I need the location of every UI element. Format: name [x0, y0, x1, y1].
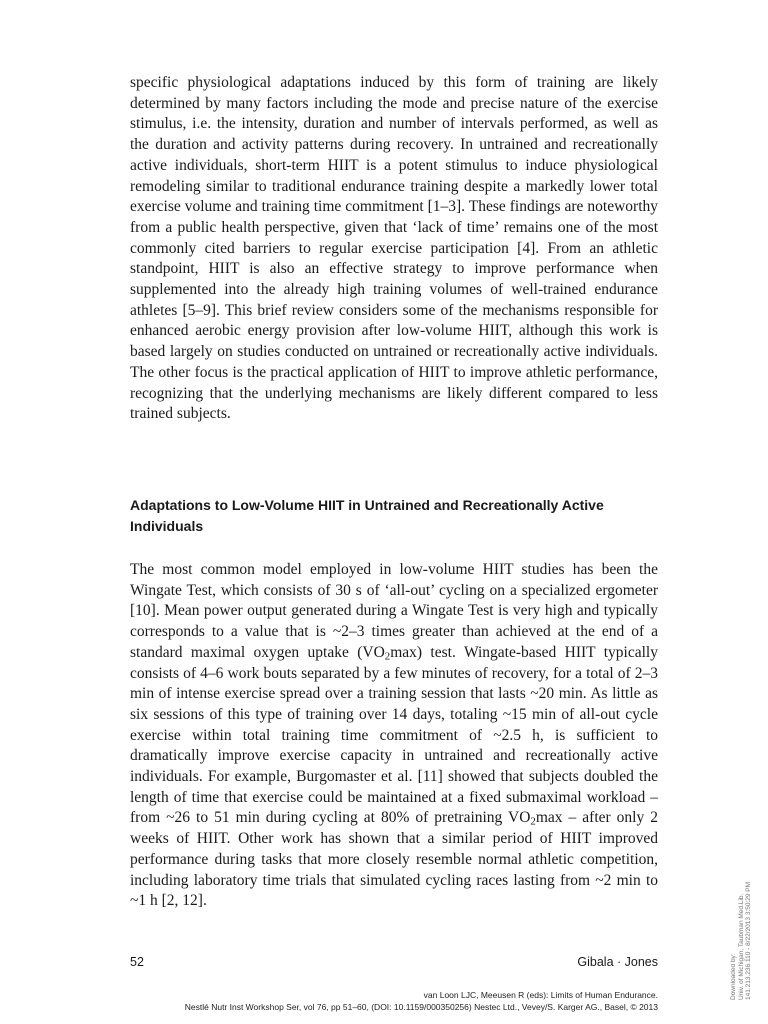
citation-line-2: Nestlé Nutr Inst Workshop Ser, vol 76, pp 51–60, (DOI: 10.1159/000350256) Nestec Ltd., Vevey/S. Karger AG., Basel, © 2013 [184, 1001, 658, 1012]
body-paragraph-2 [130, 560, 658, 912]
citation-line-1: van Loon LJC, Meeusen R (eds): Limits of Human Endurance. [423, 990, 658, 1000]
running-authors: Gibala · Jones [577, 955, 658, 969]
subscript-2: 2 [384, 650, 391, 663]
paragraph-2-text-2: max) test. Wingate-based HIIT typically consists of 4–6 work bouts separated by a few minutes of recovery, for a total of 2–3 min of intense exercise spread over a training session that lasts ~20 min. As little as six sessions of this type of training over 14 days, totaling ~15 min of all-out cycle exercise within total training time commitment of ~2.5 h, is sufficient to dramatically improve exercise capacity in untrained and recreationally active individuals. For example, Burgomaster et al. [11] showed that subjects doubled the length of time that exercise could be maintained at a fixed submaximal workload – from ~26 to 51 min during cycling at 80% of pretraining VO [130, 643, 658, 827]
body-paragraph-1: specific physiological adaptations induced by this form of training are likely determined by many factors including the mode and precise nature of the exercise stimulus, i.e. the intensity, duration and number of intervals performed, as well as the duration and activity patterns during recovery. In untrained and recreationally active individuals, short-term HIIT is a potent stimulus to induce physiological remodeling similar to traditional endurance training despite a markedly lower total exercise volume and training time commitment [1–3]. These findings are noteworthy from a public health perspective, given that ‘lack of time’ remains one of the most commonly cited barriers to regular exercise participation [4]. From an athletic standpoint, HIIT is also an effective strategy to improve performance when supplemented into the already high training volumes of well-trained endurance athletes [5–9]. This brief review considers some of the mechanisms responsible for enhanced aerobic energy provision after low-volume HIIT, although this work is based largely on studies conducted on untrained or recreationally active individuals. The other focus is the practical application of HIIT to improve athletic performance, recognizing that the underlying mechanisms are likely different compared to less trained subjects. [130, 74, 658, 423]
paragraph-2-text-1: The most common model employed in low-volume HIIT studies has been the Wingate Test, which consists of 30 s of ‘all-out’ cycling on a specialized ergometer [10]. Mean power output generated during a Wingate Test is very high and typically corresponds to a value that is ~2–3 times greater than achieved at the end of a standard maximal oxygen uptake (VO [130, 561, 658, 661]
paragraph-2-text-3: max – after only 2 weeks of HIIT. Other work has shown that a similar period of HIIT improved performance during tasks that more closely resemble normal athletic competition, including laboratory time trials that simulated cycling races lasting from ~2 min to ~1 h [2, 12]. [130, 809, 658, 910]
download-watermark [730, 882, 753, 1000]
subscript-2: 2 [530, 816, 536, 829]
citation-block [185, 990, 658, 1013]
page-footer [130, 955, 658, 969]
section-heading: Adaptations to Low-Volume HIIT in Untrained and Recreationally Active Individuals [130, 497, 604, 534]
download-note-line-3: 141.213.236.110 - 8/22/2013 3:50:29 PM [745, 881, 752, 1000]
page-number: 52 [130, 955, 144, 969]
download-note-line-1: Downloaded by: [730, 953, 737, 1000]
download-note-line-2: Univ. of Michigan, Taubman Med.Lib. [737, 893, 745, 1000]
